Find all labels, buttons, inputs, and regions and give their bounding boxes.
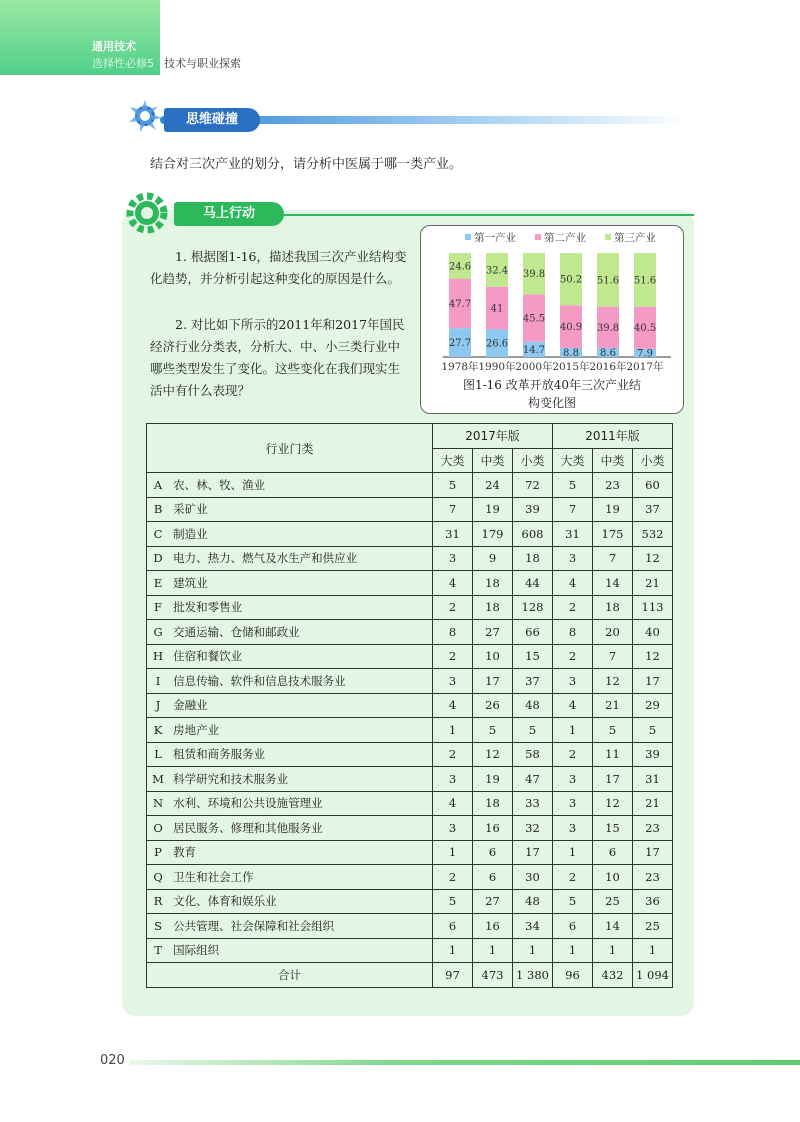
total-cell: 432 bbox=[593, 963, 633, 988]
action-label: 马上行动 bbox=[174, 202, 284, 226]
task-1-text: 1. 根据图1-16，描述我国三次产业结构变化趋势，并分析引起这种变化的原因是什么。 bbox=[150, 249, 407, 286]
row-value: 2 bbox=[553, 865, 593, 890]
row-value: 7 bbox=[553, 497, 593, 522]
table-row bbox=[147, 473, 673, 498]
row-value: 3 bbox=[553, 816, 593, 841]
row-value: 4 bbox=[553, 693, 593, 718]
row-value: 2 bbox=[433, 644, 473, 669]
row-value: 15 bbox=[593, 816, 633, 841]
table-row bbox=[147, 938, 673, 963]
chart-caption-line2: 构变化图 bbox=[527, 396, 576, 410]
row-value: 14 bbox=[593, 914, 633, 939]
row-value: 1 bbox=[553, 938, 593, 963]
row-name: 租赁和商务服务业 bbox=[169, 742, 432, 767]
bar-value-label: 40.5 bbox=[633, 323, 657, 335]
row-name: 金融业 bbox=[169, 693, 432, 718]
table-row bbox=[147, 644, 673, 669]
bar-value-label: 47.7 bbox=[448, 298, 472, 310]
bar-value-label: 39.8 bbox=[522, 269, 546, 281]
row-name: 交通运输、仓储和邮政业 bbox=[169, 620, 432, 645]
row-value: 12 bbox=[473, 742, 513, 767]
row-value: 11 bbox=[593, 742, 633, 767]
table-row bbox=[147, 767, 673, 792]
row-value: 12 bbox=[633, 644, 673, 669]
row-value: 66 bbox=[513, 620, 553, 645]
row-code: R bbox=[147, 889, 170, 914]
legend-swatch bbox=[605, 234, 611, 240]
row-value: 21 bbox=[633, 791, 673, 816]
task-1 bbox=[150, 246, 410, 290]
row-value: 4 bbox=[433, 791, 473, 816]
subheader-cell: 中类 bbox=[473, 448, 513, 473]
row-value: 4 bbox=[433, 693, 473, 718]
row-name: 采矿业 bbox=[169, 497, 432, 522]
bar-value-label: 41 bbox=[490, 303, 504, 315]
total-cell: 1 380 bbox=[513, 963, 553, 988]
row-value: 3 bbox=[433, 767, 473, 792]
row-value: 2 bbox=[433, 865, 473, 890]
chapter-title: 技术与职业探索 bbox=[164, 57, 241, 70]
row-value: 48 bbox=[513, 693, 553, 718]
bar-value-label: 50.2 bbox=[559, 274, 583, 286]
row-code: A bbox=[147, 473, 170, 498]
row-value: 12 bbox=[633, 546, 673, 571]
row-value: 5 bbox=[633, 718, 673, 743]
row-value: 179 bbox=[473, 522, 513, 547]
row-value: 14 bbox=[593, 571, 633, 596]
row-value: 3 bbox=[433, 546, 473, 571]
row-value: 27 bbox=[473, 620, 513, 645]
row-value: 608 bbox=[513, 522, 553, 547]
row-value: 25 bbox=[593, 889, 633, 914]
row-value: 18 bbox=[473, 595, 513, 620]
bar-value-label: 51.6 bbox=[596, 275, 620, 287]
row-value: 48 bbox=[513, 889, 553, 914]
row-value: 532 bbox=[633, 522, 673, 547]
stacked-bar-chart bbox=[421, 226, 683, 376]
table-row bbox=[147, 791, 673, 816]
table-row bbox=[147, 571, 673, 596]
row-value: 5 bbox=[513, 718, 553, 743]
row-value: 17 bbox=[593, 767, 633, 792]
header-category: 行业门类 bbox=[147, 424, 433, 473]
table-row bbox=[147, 620, 673, 645]
row-value: 39 bbox=[513, 497, 553, 522]
row-value: 2 bbox=[553, 644, 593, 669]
row-code: G bbox=[147, 620, 170, 645]
x-tick-label: 2015年 bbox=[552, 361, 590, 373]
total-cell: 1 094 bbox=[633, 963, 673, 988]
legend-label: 第一产业 bbox=[474, 232, 516, 244]
row-value: 23 bbox=[633, 816, 673, 841]
row-value: 4 bbox=[433, 571, 473, 596]
row-value: 36 bbox=[633, 889, 673, 914]
row-name: 建筑业 bbox=[169, 571, 432, 596]
bar-value-label: 24.6 bbox=[448, 261, 472, 273]
row-value: 37 bbox=[513, 669, 553, 694]
row-code: S bbox=[147, 914, 170, 939]
table-total-row bbox=[147, 963, 673, 988]
row-value: 10 bbox=[593, 865, 633, 890]
row-value: 5 bbox=[433, 473, 473, 498]
row-value: 19 bbox=[473, 767, 513, 792]
row-value: 33 bbox=[513, 791, 553, 816]
table-row bbox=[147, 816, 673, 841]
row-value: 9 bbox=[473, 546, 513, 571]
row-code: P bbox=[147, 840, 170, 865]
row-value: 5 bbox=[593, 718, 633, 743]
total-label: 合计 bbox=[147, 963, 433, 988]
book-subtitle: 选择性必修5 bbox=[92, 57, 154, 70]
x-tick-label: 2000年 bbox=[515, 361, 553, 373]
row-name: 国际组织 bbox=[169, 938, 432, 963]
row-value: 29 bbox=[633, 693, 673, 718]
row-value: 31 bbox=[633, 767, 673, 792]
row-value: 5 bbox=[553, 889, 593, 914]
table-row bbox=[147, 669, 673, 694]
table-row bbox=[147, 595, 673, 620]
total-cell: 473 bbox=[473, 963, 513, 988]
row-name: 科学研究和技术服务业 bbox=[169, 767, 432, 792]
row-value: 72 bbox=[513, 473, 553, 498]
bar-value-label: 32.4 bbox=[485, 265, 509, 277]
row-value: 17 bbox=[513, 840, 553, 865]
row-name: 教育 bbox=[169, 840, 432, 865]
row-value: 23 bbox=[593, 473, 633, 498]
row-value: 2 bbox=[553, 742, 593, 767]
gear-icon bbox=[124, 190, 170, 236]
row-value: 8 bbox=[553, 620, 593, 645]
row-value: 19 bbox=[473, 497, 513, 522]
subheader-cell: 中类 bbox=[593, 448, 633, 473]
row-value: 7 bbox=[593, 546, 633, 571]
table-row bbox=[147, 497, 673, 522]
header-2017: 2017年版 bbox=[433, 424, 553, 449]
bar-value-label: 8.8 bbox=[563, 347, 579, 359]
row-name: 居民服务、修理和其他服务业 bbox=[169, 816, 432, 841]
row-code: F bbox=[147, 595, 170, 620]
row-value: 20 bbox=[593, 620, 633, 645]
row-value: 37 bbox=[633, 497, 673, 522]
row-value: 25 bbox=[633, 914, 673, 939]
row-code: I bbox=[147, 669, 170, 694]
row-value: 39 bbox=[633, 742, 673, 767]
row-code: E bbox=[147, 571, 170, 596]
industry-classification-table bbox=[146, 423, 673, 988]
row-value: 40 bbox=[633, 620, 673, 645]
row-value: 5 bbox=[433, 889, 473, 914]
row-value: 8 bbox=[433, 620, 473, 645]
think-label: 思维碰撞 bbox=[164, 108, 260, 132]
row-value: 6 bbox=[593, 840, 633, 865]
book-title: 通用技术 bbox=[92, 40, 136, 53]
table-row bbox=[147, 914, 673, 939]
row-value: 60 bbox=[633, 473, 673, 498]
row-name: 住宿和餐饮业 bbox=[169, 644, 432, 669]
row-value: 34 bbox=[513, 914, 553, 939]
bar-value-label: 26.6 bbox=[485, 338, 509, 350]
row-name: 公共管理、社会保障和社会组织 bbox=[169, 914, 432, 939]
row-code: B bbox=[147, 497, 170, 522]
row-value: 23 bbox=[633, 865, 673, 890]
row-code: C bbox=[147, 522, 170, 547]
row-code: K bbox=[147, 718, 170, 743]
row-name: 制造业 bbox=[169, 522, 432, 547]
think-section-banner bbox=[120, 98, 690, 138]
task-2 bbox=[150, 314, 410, 402]
legend-label: 第二产业 bbox=[544, 232, 586, 244]
legend-label: 第三产业 bbox=[614, 232, 656, 244]
subheader-cell: 大类 bbox=[553, 448, 593, 473]
row-value: 17 bbox=[473, 669, 513, 694]
row-value: 6 bbox=[473, 840, 513, 865]
row-value: 27 bbox=[473, 889, 513, 914]
row-value: 19 bbox=[593, 497, 633, 522]
row-value: 30 bbox=[513, 865, 553, 890]
footer-bar bbox=[130, 1060, 800, 1065]
row-name: 卫生和社会工作 bbox=[169, 865, 432, 890]
row-value: 21 bbox=[633, 571, 673, 596]
row-value: 32 bbox=[513, 816, 553, 841]
row-code: D bbox=[147, 546, 170, 571]
row-value: 24 bbox=[473, 473, 513, 498]
row-value: 17 bbox=[633, 840, 673, 865]
bar-value-label: 27.7 bbox=[448, 338, 472, 350]
row-value: 3 bbox=[433, 816, 473, 841]
row-value: 3 bbox=[553, 669, 593, 694]
header-2011: 2011年版 bbox=[553, 424, 673, 449]
table-row bbox=[147, 693, 673, 718]
row-value: 10 bbox=[473, 644, 513, 669]
row-code: O bbox=[147, 816, 170, 841]
row-value: 12 bbox=[593, 669, 633, 694]
row-value: 16 bbox=[473, 914, 513, 939]
row-value: 1 bbox=[593, 938, 633, 963]
spark-icon bbox=[126, 98, 164, 134]
row-value: 2 bbox=[553, 595, 593, 620]
row-value: 1 bbox=[633, 938, 673, 963]
bar-value-label: 8.6 bbox=[600, 348, 616, 360]
row-code: Q bbox=[147, 865, 170, 890]
row-value: 1 bbox=[513, 938, 553, 963]
row-value: 6 bbox=[433, 914, 473, 939]
chart-figure bbox=[420, 225, 684, 414]
row-value: 1 bbox=[433, 718, 473, 743]
row-value: 6 bbox=[473, 865, 513, 890]
table-row bbox=[147, 840, 673, 865]
row-value: 44 bbox=[513, 571, 553, 596]
x-tick-label: 1978年 bbox=[441, 361, 479, 373]
row-name: 文化、体育和娱乐业 bbox=[169, 889, 432, 914]
row-name: 信息传输、软件和信息技术服务业 bbox=[169, 669, 432, 694]
row-value: 3 bbox=[553, 767, 593, 792]
table-row bbox=[147, 718, 673, 743]
table-row bbox=[147, 742, 673, 767]
legend-swatch bbox=[535, 234, 541, 240]
row-value: 3 bbox=[553, 791, 593, 816]
row-code: L bbox=[147, 742, 170, 767]
table-row bbox=[147, 889, 673, 914]
row-value: 16 bbox=[473, 816, 513, 841]
subheader-cell: 小类 bbox=[513, 448, 553, 473]
row-value: 1 bbox=[553, 840, 593, 865]
page-number: 020 bbox=[100, 1053, 125, 1068]
row-value: 12 bbox=[593, 791, 633, 816]
row-value: 175 bbox=[593, 522, 633, 547]
row-value: 18 bbox=[513, 546, 553, 571]
row-value: 3 bbox=[433, 669, 473, 694]
row-value: 47 bbox=[513, 767, 553, 792]
row-value: 18 bbox=[473, 791, 513, 816]
row-name: 水利、环境和公共设施管理业 bbox=[169, 791, 432, 816]
chart-caption bbox=[421, 376, 683, 412]
row-value: 3 bbox=[553, 546, 593, 571]
table-row bbox=[147, 522, 673, 547]
row-value: 31 bbox=[553, 522, 593, 547]
row-value: 4 bbox=[553, 571, 593, 596]
row-value: 2 bbox=[433, 742, 473, 767]
row-value: 5 bbox=[473, 718, 513, 743]
row-value: 128 bbox=[513, 595, 553, 620]
bar-value-label: 51.6 bbox=[633, 275, 657, 287]
row-value: 6 bbox=[553, 914, 593, 939]
chart-caption-line1: 图1-16 改革开放40年三次产业结 bbox=[462, 378, 642, 392]
row-value: 21 bbox=[593, 693, 633, 718]
row-name: 批发和零售业 bbox=[169, 595, 432, 620]
row-value: 15 bbox=[513, 644, 553, 669]
row-value: 18 bbox=[593, 595, 633, 620]
row-value: 58 bbox=[513, 742, 553, 767]
bar-value-label: 40.9 bbox=[559, 322, 583, 334]
row-code: N bbox=[147, 791, 170, 816]
bar-value-label: 39.8 bbox=[596, 322, 620, 334]
action-banner-line bbox=[282, 214, 694, 216]
bar-value-label: 45.5 bbox=[522, 313, 546, 325]
row-value: 31 bbox=[433, 522, 473, 547]
row-name: 房地产业 bbox=[169, 718, 432, 743]
think-prompt: 结合对三次产业的划分，请分析中医属于哪一类产业。 bbox=[150, 157, 463, 172]
row-value: 2 bbox=[433, 595, 473, 620]
legend-swatch bbox=[465, 234, 471, 240]
row-value: 5 bbox=[553, 473, 593, 498]
x-tick-label: 2017年 bbox=[626, 361, 664, 373]
row-value: 7 bbox=[593, 644, 633, 669]
row-value: 26 bbox=[473, 693, 513, 718]
total-cell: 97 bbox=[433, 963, 473, 988]
task-2-text: 2. 对比如下所示的2011年和2017年国民经济行业分类表，分析大、中、小三类行业中哪些类型发生了变化。这些变化在我们现实生活中有什么表现？ bbox=[150, 317, 405, 398]
row-value: 18 bbox=[473, 571, 513, 596]
row-value: 1 bbox=[433, 938, 473, 963]
row-name: 农、林、牧、渔业 bbox=[169, 473, 432, 498]
row-value: 113 bbox=[633, 595, 673, 620]
bar-value-label: 14.7 bbox=[522, 344, 546, 356]
subheader-cell: 大类 bbox=[433, 448, 473, 473]
row-code: T bbox=[147, 938, 170, 963]
row-code: M bbox=[147, 767, 170, 792]
bar-value-label: 7.9 bbox=[637, 348, 653, 360]
table-row bbox=[147, 546, 673, 571]
subheader-cell: 小类 bbox=[633, 448, 673, 473]
row-value: 1 bbox=[473, 938, 513, 963]
table-row bbox=[147, 865, 673, 890]
row-value: 1 bbox=[433, 840, 473, 865]
x-tick-label: 1990年 bbox=[478, 361, 516, 373]
total-cell: 96 bbox=[553, 963, 593, 988]
row-code: H bbox=[147, 644, 170, 669]
row-value: 7 bbox=[433, 497, 473, 522]
row-value: 17 bbox=[633, 669, 673, 694]
row-name: 电力、热力、燃气及水生产和供应业 bbox=[169, 546, 432, 571]
x-tick-label: 2016年 bbox=[589, 361, 627, 373]
row-value: 1 bbox=[553, 718, 593, 743]
row-code: J bbox=[147, 693, 170, 718]
